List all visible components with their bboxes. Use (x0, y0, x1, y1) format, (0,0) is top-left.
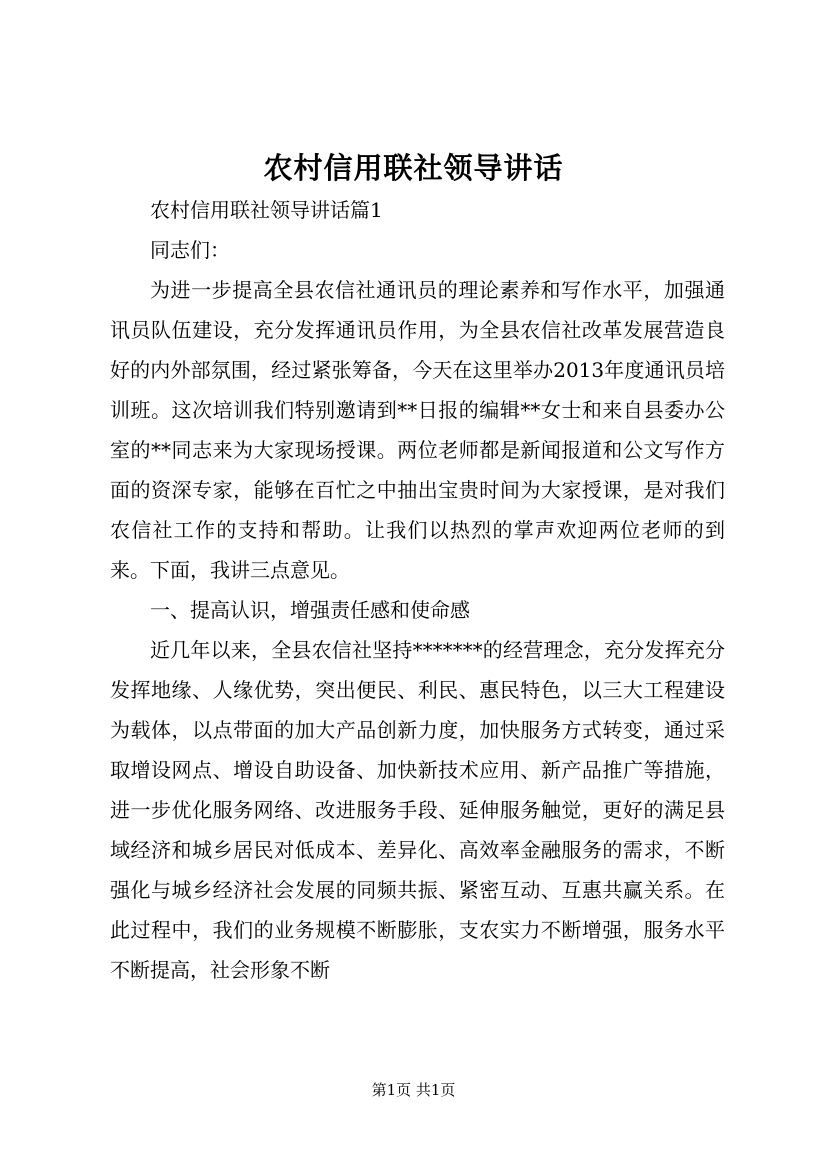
paragraph-intro: 为进一步提高全县农信社通讯员的理论素养和写作水平，加强通讯员队伍建设，充分发挥通讯员作用，为全县农信社改革发展营造良好的内外部氛围，经过紧张筹备，今天在这里举办2013年度通讯员培训班。这次培训我们特别邀请到**日报的编辑**女士和来自县委办公室的**同志来为大家现场授课。两位老师都是新闻报道和公文写作方面的资深专家，能够在百忙之中抽出宝贵时间为大家授课，是对我们农信社工作的支持和帮助。让我们以热烈的掌声欢迎两位老师的到来。下面，我讲三点意见。 (110, 278, 725, 582)
paragraph-body: 近几年以来，全县农信社坚持*******的经营理念，充分发挥充分发挥地缘、人缘优势，突出便民、利民、惠民特色，以三大工程建设为载体，以点带面的加大产品创新力度，加快服务方式转变，通过采取增设网点、增设自助设备、加快新技术应用、新产品推广等措施，进一步优化服务网络、改进服务手段、延伸服务触觉，更好的满足县域经济和城乡居民对低成本、差异化、高效率金融服务的需求，不断强化与城乡经济社会发展的同频共振、紧密互动、互惠共赢关系。在此过程中，我们的业务规模不断膨胀，支农实力不断增强，服务水平不断提高，社会形象不断 (110, 638, 725, 982)
salutation: 同志们： (150, 238, 230, 262)
document-body (110, 190, 725, 990)
document-subtitle: 农村信用联社领导讲话篇1 (150, 198, 383, 222)
page-footer: 第1页 共1页 (371, 1081, 456, 1099)
section-heading: 一、提高认识，增强责任感和使命感 (150, 598, 470, 622)
document-title: 农村信用联社领导讲话 (263, 151, 564, 185)
